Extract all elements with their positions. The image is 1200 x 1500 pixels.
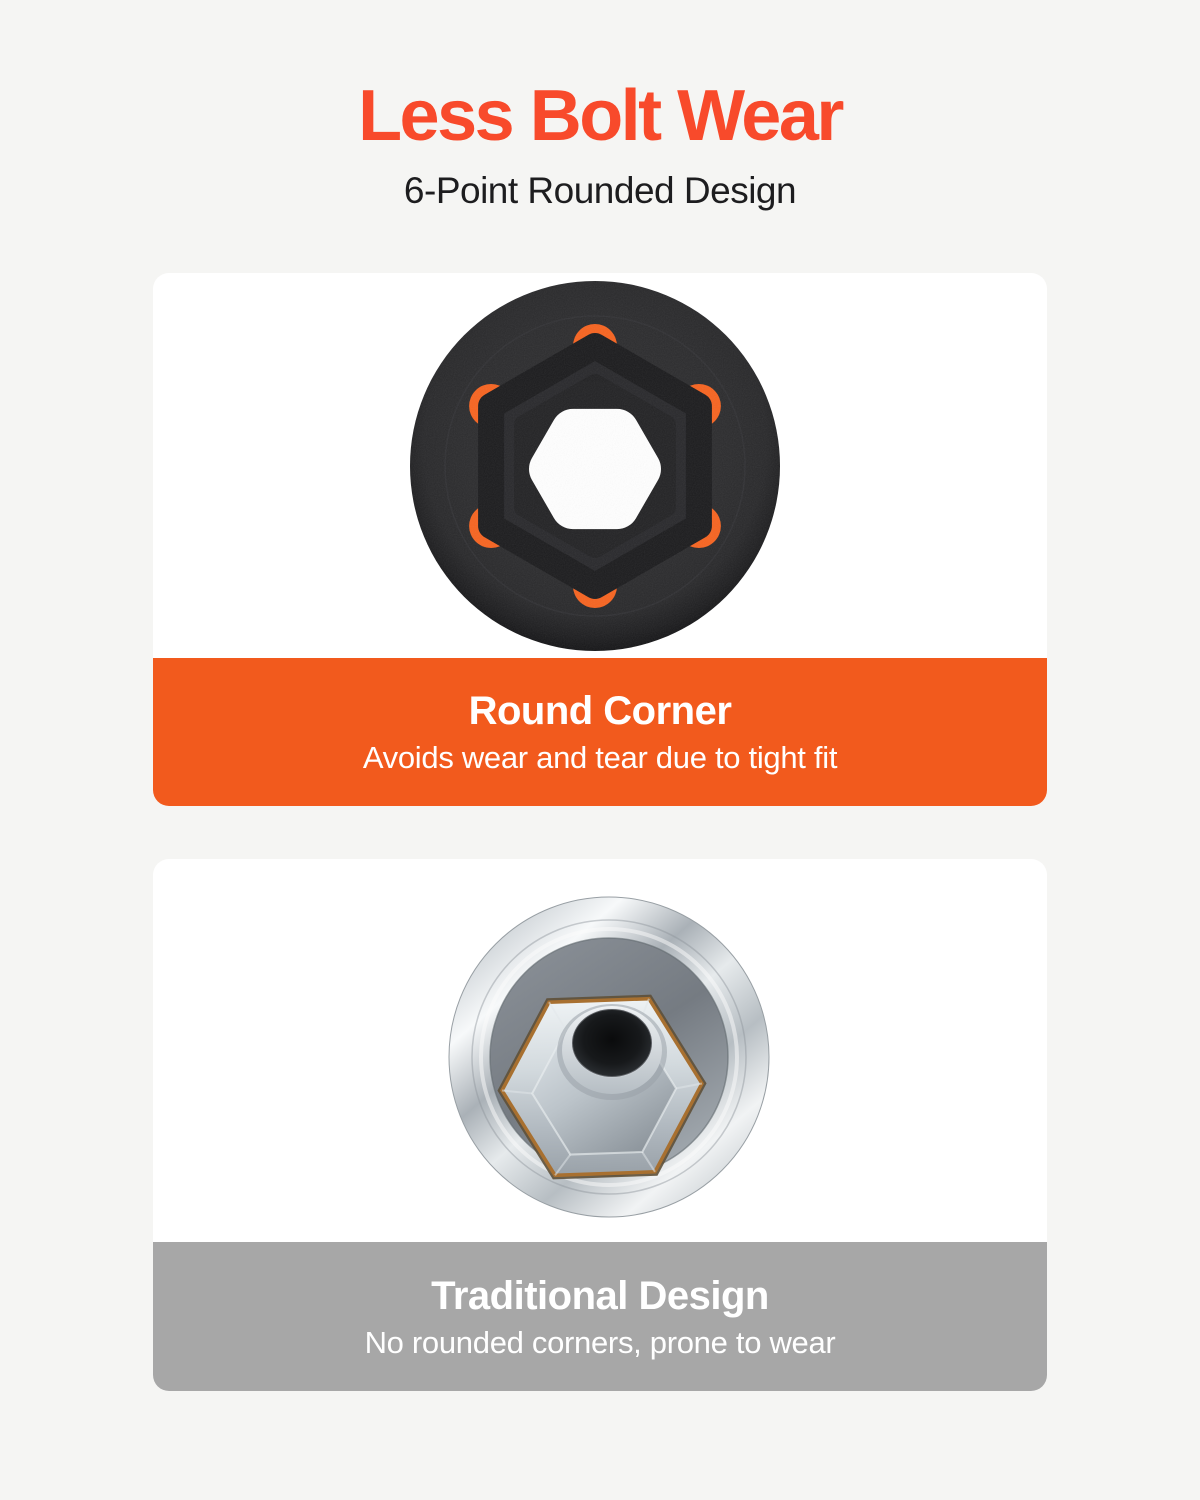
rounded-socket-image: [153, 273, 1047, 658]
round-corner-banner: [153, 658, 1047, 806]
traditional-design-card: [153, 859, 1047, 1391]
banner-description: No rounded corners, prone to wear: [364, 1324, 836, 1360]
round-corner-card: [153, 273, 1047, 806]
banner-heading: Traditional Design: [431, 1273, 769, 1318]
black-socket: [410, 281, 780, 651]
banner-description: Avoids wear and tear due to tight fit: [362, 740, 838, 776]
metal-texture: [410, 281, 780, 651]
traditional-design-banner: [153, 1242, 1047, 1391]
page-title: Less Bolt Wear: [358, 76, 842, 156]
page-subtitle: 6-Point Rounded Design: [403, 170, 797, 211]
chrome-socket-image: [153, 859, 1047, 1242]
chrome-socket: [449, 897, 769, 1217]
banner-heading: Round Corner: [468, 689, 732, 734]
